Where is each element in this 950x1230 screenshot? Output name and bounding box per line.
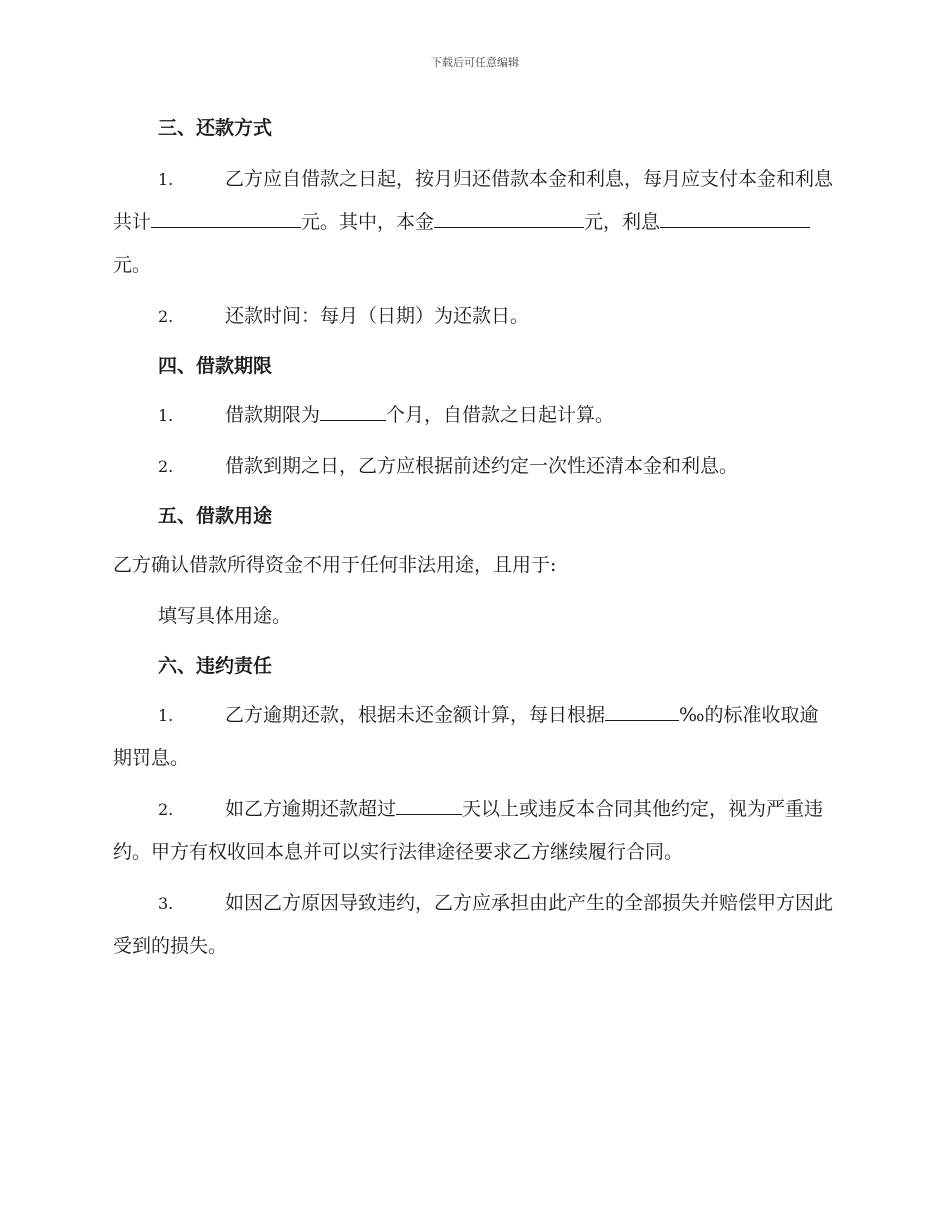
clause-text: 借款期限为 xyxy=(225,404,321,426)
clause-text: 还款时间：每月（日期）为还款日。 xyxy=(225,305,530,327)
term-clause-2 xyxy=(113,445,833,488)
breach-clause-2 xyxy=(113,788,833,874)
term-clause-1 xyxy=(113,394,833,437)
section-heading-breach: 六、违约责任 xyxy=(158,655,273,677)
purpose-fill-in: 填写具体用途。 xyxy=(158,605,292,627)
clause-number: 2. xyxy=(158,307,174,326)
repayment-clause-1 xyxy=(113,158,833,287)
clause-number: 3. xyxy=(158,894,174,913)
clause-text: 借款到期之日，乙方应根据前述约定一次性还清本金和利息。 xyxy=(225,455,739,477)
principal-blank[interactable] xyxy=(434,207,584,228)
clause-text: 乙方应自借款之日起，按月归还借款本金和利息，每月应支付本金和利息共计 xyxy=(113,168,834,233)
clause-text: 元。 xyxy=(113,254,152,276)
clause-number: 1. xyxy=(158,170,174,189)
clause-text: ‰的标准收取逾期罚息。 xyxy=(113,704,819,769)
clause-text: 如乙方逾期还款超过 xyxy=(225,798,397,820)
overdue-days-blank[interactable] xyxy=(396,794,462,815)
months-blank[interactable] xyxy=(320,400,386,421)
clause-text: 如因乙方原因导致违约，乙方应承担由此产生的全部损失并赔偿甲方因此受到的损失。 xyxy=(113,892,834,957)
clause-number: 1. xyxy=(158,406,174,425)
interest-blank[interactable] xyxy=(660,207,810,228)
clause-number: 2. xyxy=(158,800,174,819)
clause-number: 1. xyxy=(158,706,174,725)
breach-clause-1 xyxy=(113,694,833,780)
purpose-statement: 乙方确认借款所得资金不用于任何非法用途，且用于: xyxy=(113,554,557,576)
document-body xyxy=(113,108,833,968)
section-heading-term: 四、借款期限 xyxy=(158,355,273,377)
clause-text: 天以上或违反本合同其他约定，视为严重违约。甲方有权收回本息并可以实行法律途径要求乙方继续履行合同。 xyxy=(113,798,824,863)
repayment-clause-2 xyxy=(113,295,833,338)
clause-text: 元，利息 xyxy=(584,211,661,233)
clause-text: 元。其中，本金 xyxy=(301,211,435,233)
clause-text: 个月，自借款之日起计算。 xyxy=(386,404,615,426)
breach-clause-3 xyxy=(113,882,833,968)
section-heading-purpose: 五、借款用途 xyxy=(158,505,273,527)
section-heading-repayment: 三、还款方式 xyxy=(158,117,273,139)
penalty-rate-blank[interactable] xyxy=(605,700,679,721)
page-header: 下载后可任意编辑 xyxy=(431,56,519,69)
total-amount-blank[interactable] xyxy=(151,207,301,228)
clause-text: 乙方逾期还款，根据未还金额计算，每日根据 xyxy=(225,704,606,726)
clause-number: 2. xyxy=(158,457,174,476)
